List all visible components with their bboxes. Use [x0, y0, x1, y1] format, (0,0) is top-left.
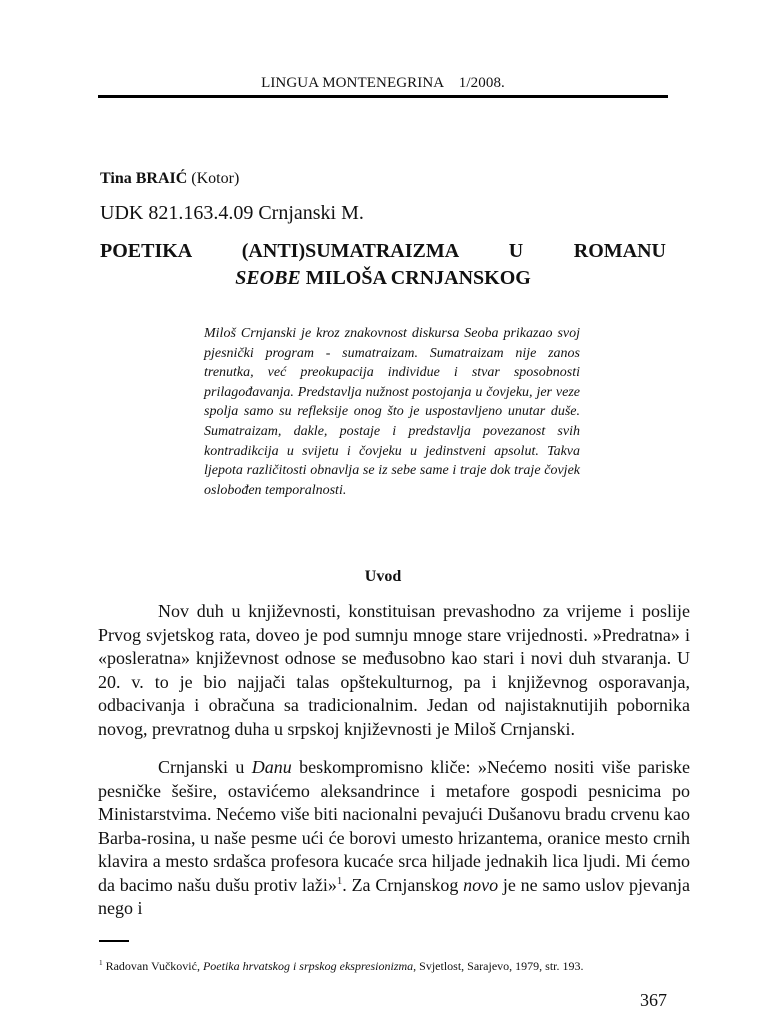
- page-number: 367: [640, 990, 667, 1010]
- footnote-rule: [99, 940, 129, 942]
- p2-part-c: . Za Crnjanskog: [342, 874, 464, 895]
- p2-part-a: Crnjanski u: [158, 757, 252, 777]
- paragraph-1: Nov duh u književnosti, konstituisan prevashodno za vrijeme i poslije Prvog svjetskog rata, doveo je pod sumnju mnoge stare vrijednosti. »Predratna» i «posleratna» književnost odnose se međusobno kao stari i novi duh stvaranja. U 20. v. to je bio najjači talas opštekulturnog, pa i književnog osporavanja, odbacivanja i obračuna sa tradicionalnim. Jedan od najistaknutijih pobornika novog, prevratnog duha u srpskoj književnosti je Miloš Crnjanski.: [98, 601, 690, 739]
- title-line-1: POETIKA (ANTI)SUMATRAIZMA U ROMANU: [100, 240, 666, 262]
- udk-classification: UDK 821.163.4.09 Crnjanski M.: [100, 202, 364, 224]
- body-text: [98, 600, 690, 921]
- paragraph-2: [98, 756, 690, 921]
- p2-part-d: je ne samo uslov pjevanja nego i: [98, 874, 690, 918]
- p2-italic-novo: novo: [463, 874, 499, 895]
- running-header: LINGUA MONTENEGRINA 1/2008.: [261, 75, 505, 91]
- footnote-reference: 1: [336, 874, 343, 887]
- footnote-rest: , Svjetlost, Sarajevo, 1979, str. 193.: [413, 959, 584, 973]
- p2-part-b: beskompromisno kliče: »Nećemo nositi više pariske pesničke šešire, ostavićemo aleksandrince i metafore gospodi pesnicima po Ministarstvima. Nećemo više biti nacionalni pevajući Dušanovu bradu crvenu kao Barba-rosina, u naše pesme ući će borovi umesto hrizantema, oranice mesto crnih klavira a mesto srdašca profesora kucaće srca hiljade jednakih lica ljudi. Mi ćemo da bacimo našu dušu protiv laži»: [98, 757, 690, 895]
- p2-italic-danu: Danu: [251, 757, 292, 777]
- author-name: Tina BRAIĆ: [100, 170, 188, 187]
- footnote-work: Poetika hrvatskog i srpskog ekspresionizma: [202, 959, 414, 973]
- footnote: [99, 958, 679, 974]
- abstract: Miloš Crnjanski je kroz znakovnost diskursa Seoba prikazao svoj pjesnički program - sumatraizam. Sumatraizam nije zanos trenutka, već preokupacija individue i stvar sposobnosti prilagođavanja. Predstavlja nužnost postojanja u čovjeku, jer veze spolja samo su refleksije onog što je uspostavljeno unutar duše. Sumatraizam, dakle, postaje i predstavlja povezanost svih kontradikcija u svijetu i čovjeku u jedinstveni apsolut. Takva ljepota različitosti obnavlja se iz sebe same i traje dok traje čovjek oslobođen temporalnosti.: [204, 326, 580, 498]
- footnote-author: Radovan Vučković,: [102, 959, 203, 973]
- title-line-2: [100, 265, 666, 292]
- title-italic-word: SEOBE: [235, 267, 301, 289]
- article-title: [100, 238, 666, 292]
- author-city: (Kotor): [191, 170, 240, 187]
- title-line-2-rest: MILOŠA CRNJANSKOG: [300, 267, 531, 289]
- author-line: [100, 170, 239, 188]
- section-heading: Uvod: [364, 568, 402, 585]
- header-rule: [98, 95, 668, 98]
- footnote-number: 1: [99, 959, 103, 967]
